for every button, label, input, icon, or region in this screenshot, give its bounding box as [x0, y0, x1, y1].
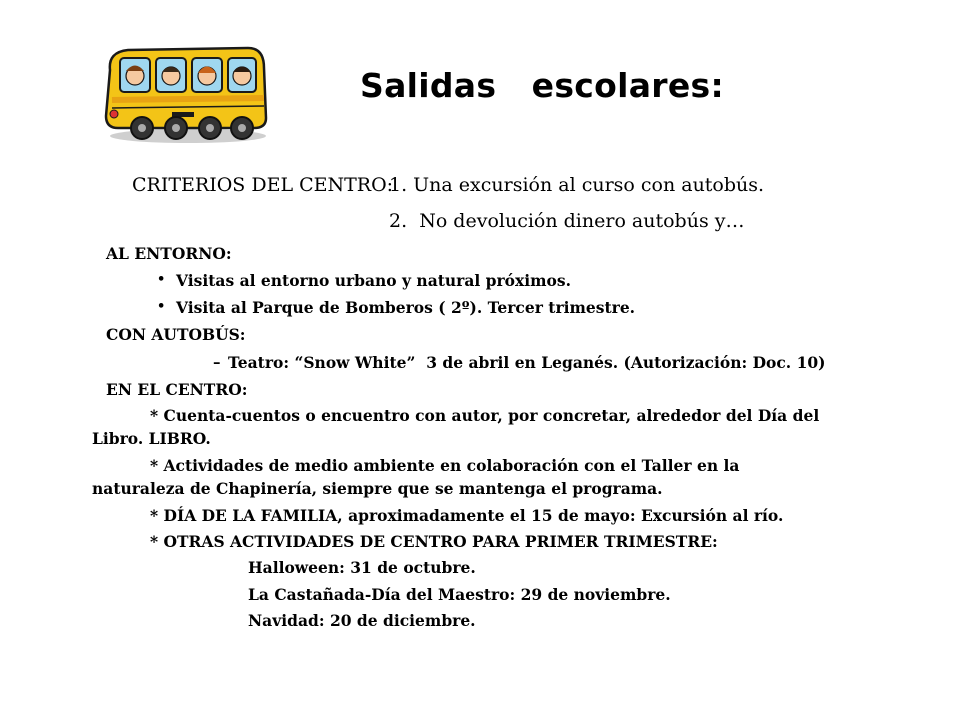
centro-paragraph-4: * OTRAS ACTIVIDADES DE CENTRO PARA PRIMER TRIMESTRE:	[150, 532, 718, 551]
centro-paragraph-3: * DÍA DE LA FAMILIA, aproximadamente el 15 de mayo: Excursión al río.	[150, 506, 784, 525]
date-item-castanada: La Castañada-Día del Maestro: 29 de noviembre.	[248, 585, 671, 604]
date-item-halloween: Halloween: 31 de octubre.	[248, 558, 476, 577]
criterios-label: CRITERIOS DEL CENTRO:	[132, 174, 394, 196]
section-heading-centro: EN EL CENTRO:	[106, 380, 248, 399]
bullet-icon: •	[157, 272, 166, 287]
criterio-item-1: 1. Una excursión al curso con autobús.	[389, 174, 765, 196]
autobus-item: Teatro: “Snow White” 3 de abril en Leganés. (Autorización: Doc. 10)	[228, 353, 826, 372]
date-item-navidad: Navidad: 20 de diciembre.	[248, 611, 476, 630]
section-heading-autobus: CON AUTOBÚS:	[106, 325, 246, 344]
centro-paragraph-1-line-2: Libro. LIBRO.	[92, 429, 211, 448]
page-title: Salidas escolares:	[360, 66, 724, 105]
entorno-item-1: Visitas al entorno urbano y natural próximos.	[176, 271, 572, 290]
bullet-icon: •	[157, 299, 166, 314]
dash-icon: –	[213, 353, 221, 371]
school-bus-icon	[98, 40, 270, 144]
centro-paragraph-2-line-2: naturaleza de Chapinería, siempre que se mantenga el programa.	[92, 479, 663, 498]
section-heading-entorno: AL ENTORNO:	[106, 244, 232, 263]
criterio-item-2: 2. No devolución dinero autobús y…	[389, 210, 745, 232]
centro-paragraph-1-line-1: * Cuenta-cuentos o encuentro con autor, por concretar, alrededor del Día del	[150, 406, 820, 425]
entorno-item-2: Visita al Parque de Bomberos ( 2º). Tercer trimestre.	[176, 298, 636, 317]
centro-paragraph-2-line-1: * Actividades de medio ambiente en colaboración con el Taller en la	[150, 456, 740, 475]
